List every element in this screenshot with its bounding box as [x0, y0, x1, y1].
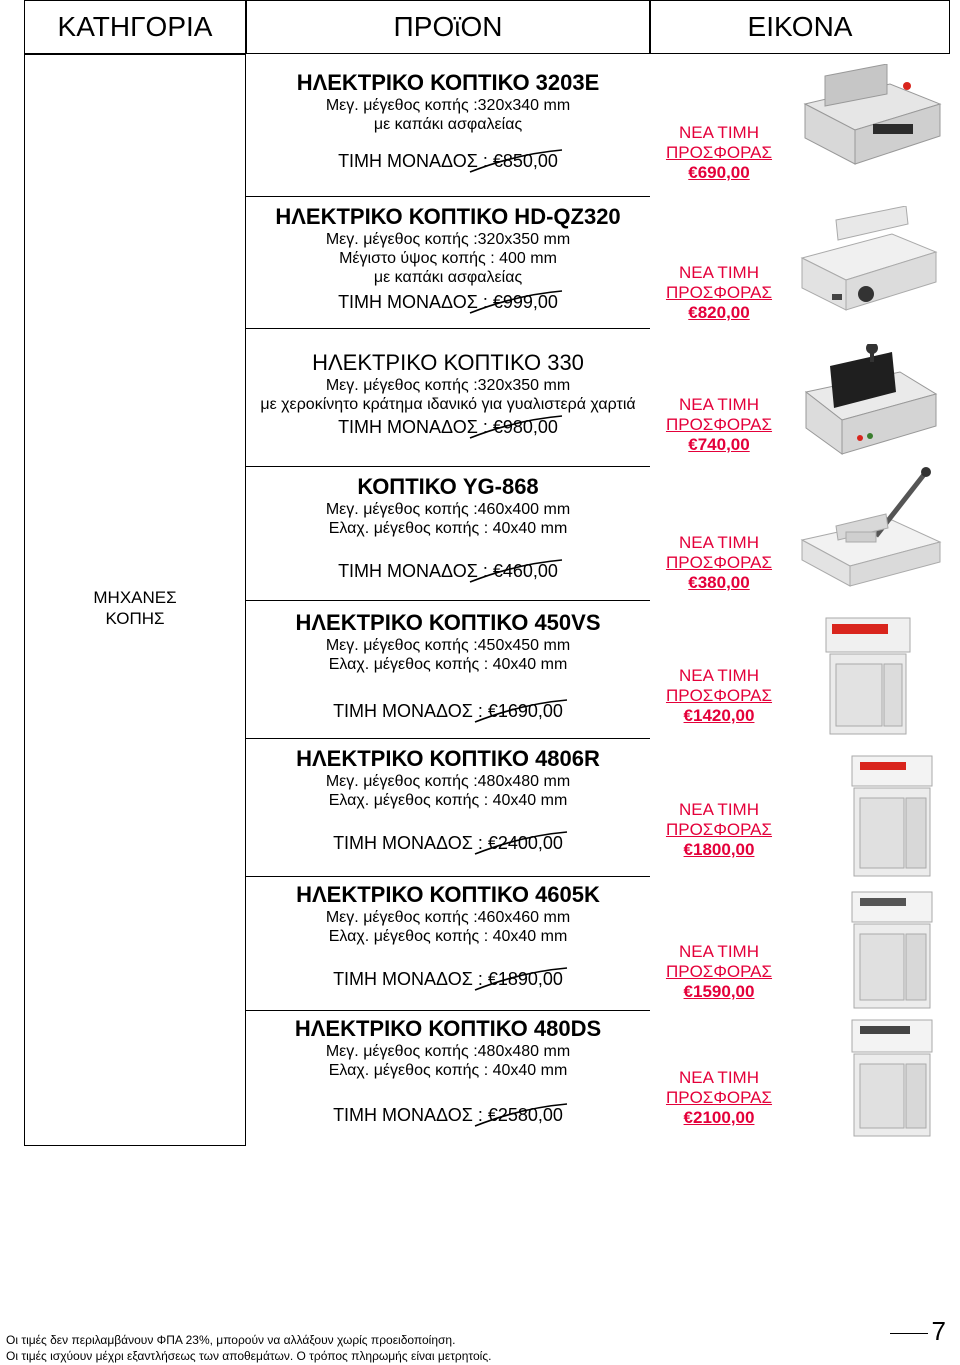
product-spec: Μεγ. μέγεθος κοπής :450x450 mm	[325, 637, 571, 654]
new-price: €2100,00	[683, 1108, 755, 1127]
offer-label: ΠΡΟΣΦΟΡΑΣ	[665, 820, 773, 839]
product-spec: Μεγ. μέγεθος κοπής :460x400 mm	[325, 501, 571, 518]
product-image-2	[800, 344, 940, 458]
offer-label: ΝΕΑ ΤΙΜΗ	[679, 123, 759, 142]
offer-label: ΝΕΑ ΤΙΜΗ	[679, 263, 759, 282]
header-category-label: ΚΑΤΗΓΟΡΙΑ	[57, 11, 213, 42]
product-image-4	[820, 612, 916, 740]
price-prefix: ΤΙΜΗ ΜΟΝΑΔΟΣ :	[333, 833, 483, 853]
product-image-0	[795, 64, 945, 172]
footer-note-1: Οι τιμές δεν περιλαμβάνουν ΦΠΑ 23%, μπορούν να αλλάξουν χωρίς προειδοποίηση.	[6, 1333, 456, 1347]
category-cell	[24, 54, 246, 1146]
strike-mark	[473, 1102, 569, 1128]
strike-mark	[473, 966, 569, 992]
product-spec: Μεγ. μέγεθος κοπής :460x460 mm	[325, 909, 571, 926]
price-prefix: ΤΙΜΗ ΜΟΝΑΔΟΣ :	[338, 292, 488, 312]
product-3	[246, 474, 650, 582]
product-0	[246, 70, 650, 172]
header-image-label: ΕΙΚΟΝΑ	[747, 11, 853, 42]
product-name: ΗΛΕΚΤΡΙΚΟ ΚΟΠΤΙΚΟ 450VS	[295, 610, 601, 635]
new-price: €1590,00	[683, 982, 755, 1001]
product-7	[246, 1016, 650, 1126]
offer-label: ΝΕΑ ΤΙΜΗ	[679, 533, 759, 552]
product-spec: με καπάκι ασφαλείας	[373, 116, 523, 133]
product-name: ΗΛΕΚΤΡΙΚΟ ΚΟΠΤΙΚΟ 3203Ε	[296, 70, 600, 95]
new-price: €1420,00	[683, 706, 755, 725]
offer-label: ΝΕΑ ΤΙΜΗ	[679, 800, 759, 819]
page-number	[890, 1316, 946, 1347]
price-prefix: ΤΙΜΗ ΜΟΝΑΔΟΣ :	[333, 969, 483, 989]
product-2	[246, 350, 650, 438]
offer-2	[650, 395, 788, 455]
offer-label: ΝΕΑ ΤΙΜΗ	[679, 1068, 759, 1087]
old-price: €980,00	[492, 417, 558, 437]
price-prefix: ΤΙΜΗ ΜΟΝΑΔΟΣ :	[333, 701, 483, 721]
offer-label: ΝΕΑ ΤΙΜΗ	[679, 666, 759, 685]
offer-label: ΠΡΟΣΦΟΡΑΣ	[665, 962, 773, 981]
product-6	[246, 882, 650, 990]
category-line-2: ΚΟΠΗΣ	[105, 609, 165, 628]
footer-note-2: Οι τιμές ισχύουν μέχρι εξαντλήσεως των αποθεμάτων. Ο τρόπος πληρωμής είναι μετρητοίς.	[6, 1349, 492, 1363]
category-label	[25, 587, 245, 629]
product-image-5	[846, 752, 938, 880]
header-product	[246, 0, 650, 54]
category-line-1: ΜΗΧΑΝΕΣ	[93, 588, 177, 607]
product-1	[246, 204, 650, 313]
offer-label: ΠΡΟΣΦΟΡΑΣ	[665, 283, 773, 302]
offer-label: ΠΡΟΣΦΟΡΑΣ	[665, 415, 773, 434]
old-price: €850,00	[492, 151, 558, 171]
unit-price	[338, 416, 558, 438]
strike-mark	[468, 148, 564, 174]
product-spec: Ελαχ. μέγεθος κοπής : 40x40 mm	[328, 520, 568, 537]
row-separator	[246, 328, 650, 329]
new-price: €690,00	[688, 163, 750, 182]
offer-label: ΠΡΟΣΦΟΡΑΣ	[665, 553, 773, 572]
strike-mark	[468, 289, 564, 315]
product-spec: Μεγ. μέγεθος κοπής :320x350 mm	[325, 231, 571, 248]
strike-mark	[473, 698, 569, 724]
price-prefix: ΤΙΜΗ ΜΟΝΑΔΟΣ :	[338, 151, 488, 171]
product-spec: Μεγ. μέγεθος κοπής :480x480 mm	[325, 773, 571, 790]
row-separator	[246, 466, 650, 467]
old-price: €1690,00	[487, 701, 563, 721]
old-price: €1890,00	[487, 969, 563, 989]
strike-mark	[473, 830, 569, 856]
offer-4	[650, 666, 788, 726]
unit-price	[338, 150, 558, 172]
product-spec: με καπάκι ασφαλείας	[373, 269, 523, 286]
product-name: ΗΛΕΚΤΡΙΚΟ ΚΟΠΤΙΚΟ 4605K	[296, 882, 600, 907]
product-spec: Μεγ. μέγεθος κοπής :480x480 mm	[325, 1043, 571, 1060]
product-spec: με χεροκίνητο κράτημα ιδανικό για γυαλιστερά χαρτιά	[260, 396, 636, 413]
old-price: €2400,00	[487, 833, 563, 853]
old-price: €460,00	[492, 561, 558, 581]
offer-label: ΠΡΟΣΦΟΡΑΣ	[665, 686, 773, 705]
product-name: ΗΛΕΚΤΡΙΚΟ ΚΟΠΤΙΚΟ 4806R	[296, 746, 600, 771]
product-name: ΗΛΕΚΤΡΙΚΟ ΚΟΠΤΙΚΟ HD-QZ320	[275, 204, 621, 229]
offer-6	[650, 942, 788, 1002]
strike-mark	[468, 558, 564, 584]
header-category	[24, 0, 246, 54]
product-name: ΗΛΕΚΤΡΙΚΟ ΚΟΠΤΙΚΟ 480DS	[294, 1016, 602, 1041]
page-number-text: 7	[931, 1316, 946, 1346]
unit-price	[333, 700, 563, 722]
new-price: €1800,00	[683, 840, 755, 859]
offer-7	[650, 1068, 788, 1128]
header-image	[650, 0, 950, 54]
product-name: ΗΛΕΚΤΡΙΚΟ ΚΟΠΤΙΚΟ 330	[312, 350, 584, 375]
offer-5	[650, 800, 788, 860]
product-spec: Μεγ. μέγεθος κοπής :320x350 mm	[325, 377, 571, 394]
price-prefix: ΤΙΜΗ ΜΟΝΑΔΟΣ :	[338, 417, 488, 437]
offer-1	[650, 263, 788, 323]
offer-label: ΠΡΟΣΦΟΡΑΣ	[665, 1088, 773, 1107]
row-separator	[246, 600, 650, 601]
product-spec: Ελαχ. μέγεθος κοπής : 40x40 mm	[328, 656, 568, 673]
unit-price	[333, 832, 563, 854]
unit-price	[338, 560, 558, 582]
row-separator	[246, 738, 650, 739]
product-image-7	[846, 1016, 938, 1140]
product-spec: Ελαχ. μέγεθος κοπής : 40x40 mm	[328, 928, 568, 945]
old-price: €999,00	[492, 292, 558, 312]
product-spec: Μεγ. μέγεθος κοπής :320x340 mm	[325, 97, 571, 114]
offer-3	[650, 533, 788, 593]
price-prefix: ΤΙΜΗ ΜΟΝΑΔΟΣ :	[338, 561, 488, 581]
strike-mark	[468, 414, 564, 440]
price-prefix: ΤΙΜΗ ΜΟΝΑΔΟΣ :	[333, 1105, 483, 1125]
product-5	[246, 746, 650, 854]
new-price: €740,00	[688, 435, 750, 454]
unit-price	[333, 1104, 563, 1126]
unit-price	[333, 968, 563, 990]
offer-0	[650, 123, 788, 183]
product-image-3	[796, 466, 946, 590]
product-4	[246, 610, 650, 722]
row-separator	[246, 876, 650, 877]
product-image-1	[796, 206, 942, 314]
product-spec: Ελαχ. μέγεθος κοπής : 40x40 mm	[328, 792, 568, 809]
product-spec: Ελαχ. μέγεθος κοπής : 40x40 mm	[328, 1062, 568, 1079]
new-price: €820,00	[688, 303, 750, 322]
unit-price	[338, 291, 558, 313]
old-price: €2580,00	[487, 1105, 563, 1125]
row-separator	[246, 1010, 650, 1011]
header-product-label: ΠΡΟϊΟΝ	[393, 11, 503, 42]
offer-label: ΝΕΑ ΤΙΜΗ	[679, 395, 759, 414]
new-price: €380,00	[688, 573, 750, 592]
product-image-6	[846, 888, 938, 1012]
product-spec: Μέγιστο ύψος κοπής : 400 mm	[339, 250, 557, 267]
row-separator	[246, 196, 650, 197]
offer-label: ΠΡΟΣΦΟΡΑΣ	[665, 143, 773, 162]
product-name: ΚΟΠΤΙΚΟ YG-868	[357, 474, 539, 499]
offer-label: ΝΕΑ ΤΙΜΗ	[679, 942, 759, 961]
